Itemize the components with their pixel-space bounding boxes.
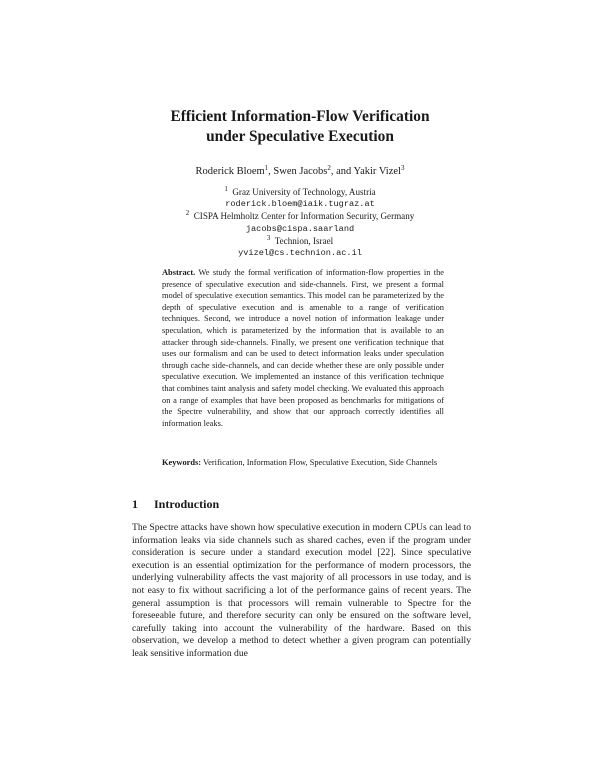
abstract xyxy=(162,267,444,429)
keywords-text: Verification, Information Flow, Speculative Execution, Side Channels xyxy=(203,458,438,467)
keywords xyxy=(162,457,444,469)
abstract-label: Abstract. xyxy=(162,268,196,277)
author-affiliation-mark: 1 xyxy=(264,164,269,172)
section-number: 1 xyxy=(132,497,138,511)
intro-paragraph: The Spectre attacks have shown how speculative execution in modern CPUs can lead to information leaks via side channels such as shared caches, even if the program under consideration is secure under a standard execution model [22]. Since speculative execution is an essential optimization for the performance of modern processors, the underlying vulnerability affects the vast majority of all processors in use today, and is not easy to fix without sacrificing a lot of the performance gains of recent years. The general assumption is that processors will remain vulnerable to Spectre for the foreseeable future, and therefore security can only be ensured on the software level, carefully taking into account the vulnerability of the hardware. Based on this observation, we develop a method to detect whether a given program can potentially leak sensitive information due xyxy=(132,522,471,659)
affiliation-email: jacobs@cispa.saarland xyxy=(245,223,355,234)
affiliation-email: yvizel@cs.technion.ac.il xyxy=(238,248,362,259)
abstract-text: We study the formal verification of information-flow properties in the presence of speculative execution and side-channels. First, we present a formal model of speculative execution semantics. This model can be parameterized by the depth of speculative execution and is amenable to a range of verification techniques. Second, we introduce a novel notion of information leakage under speculation, which is parameterized by the information that is available to an attacker through side-channels. Finally, we present one verification technique that uses our formalism and can be used to detect information leaks under speculation through cache side-channels, and can decide whether these are only possible under speculative execution. We implemented an instance of this verification technique that combines taint analysis and safety model checking. We evaluated this approach on a range of examples that have been proposed as benchmarks for mitigations of the Spectre vulnerability, and show that our approach correctly identifies all information leaks. xyxy=(162,268,444,428)
affiliation-block xyxy=(0,186,600,259)
author-name: Yakir Vizel xyxy=(353,166,401,177)
affiliation-institution: Technion, Israel xyxy=(274,235,334,246)
affiliation-line xyxy=(0,186,600,198)
affiliation-institution: Graz University of Technology, Austria xyxy=(232,187,376,197)
author-name: Roderick Bloem xyxy=(195,166,265,177)
author-separator: , and xyxy=(330,166,354,177)
affiliation-line xyxy=(0,235,600,247)
author-separator: , xyxy=(268,166,274,177)
section-title: Introduction xyxy=(154,497,220,511)
paper-title xyxy=(0,107,600,147)
affiliation-institution: CISPA Helmholtz Center for Information Security, Germany xyxy=(193,211,415,222)
affiliation-mark: 2 xyxy=(185,209,190,218)
paper-title-line-2: under Speculative Execution xyxy=(206,128,394,145)
author-name: Swen Jacobs xyxy=(273,166,328,177)
affiliation-line xyxy=(0,210,600,222)
paper-title-line-1: Efficient Information-Flow Verification xyxy=(170,108,430,125)
author-affiliation-mark: 2 xyxy=(327,164,331,172)
affiliation-mark: 1 xyxy=(224,185,228,193)
affiliation-mark: 3 xyxy=(266,233,271,242)
author-list xyxy=(0,165,600,179)
affiliation-email: roderick.bloem@iaik.tugraz.at xyxy=(225,199,375,210)
author-affiliation-mark: 3 xyxy=(400,164,405,172)
keywords-label: Keywords: xyxy=(162,458,202,467)
section-heading xyxy=(132,497,219,512)
